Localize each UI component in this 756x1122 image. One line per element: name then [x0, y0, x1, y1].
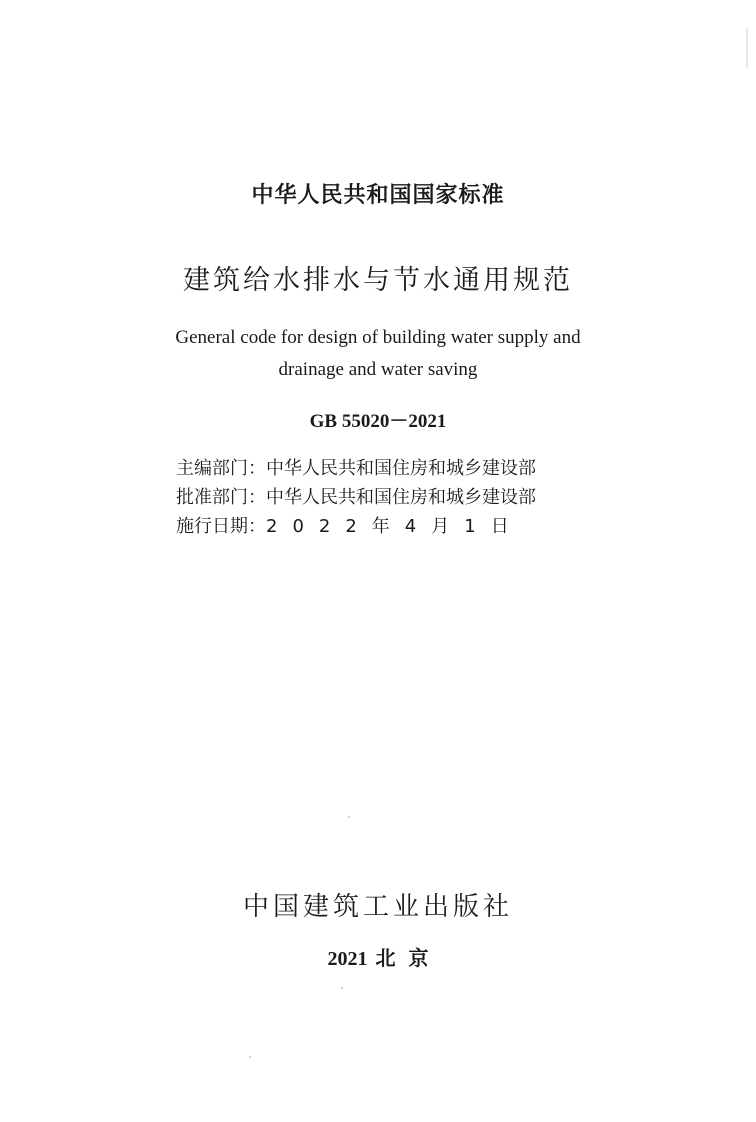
document-title-chinese: 建筑给水排水与节水通用规范 — [183, 265, 573, 296]
chief-editor-row — [176, 454, 536, 483]
approval-value: 中华人民共和国住房和城乡建设部 — [266, 487, 536, 508]
publication-city: 北 京 — [375, 948, 429, 970]
approval-row — [176, 483, 536, 512]
title-english-line-2: drainage and water saving — [278, 359, 478, 380]
national-standard-heading: 中华人民共和国国家标准 — [251, 183, 505, 208]
effective-date-row — [176, 512, 536, 541]
scan-speck — [348, 816, 350, 818]
document-meta — [176, 454, 536, 541]
effective-date-label: 施行日期： — [176, 516, 266, 537]
publication-place — [0, 942, 756, 971]
scan-speck — [341, 987, 343, 989]
approval-label: 批准部门： — [176, 487, 266, 508]
standard-code: GB 55020－2021 — [309, 411, 447, 432]
publication-year: 2021 — [327, 948, 368, 970]
scan-speck — [249, 1056, 251, 1058]
publisher-name: 中国建筑工业出版社 — [242, 892, 513, 922]
scan-edge-mark — [746, 28, 748, 68]
effective-date-value: 2022年4月1日 — [266, 516, 524, 537]
document-title-english — [0, 322, 756, 386]
title-english-line-1: General code for design of building water supply and — [175, 327, 581, 348]
chief-editor-value: 中华人民共和国住房和城乡建设部 — [266, 458, 536, 479]
chief-editor-label: 主编部门： — [176, 458, 266, 479]
